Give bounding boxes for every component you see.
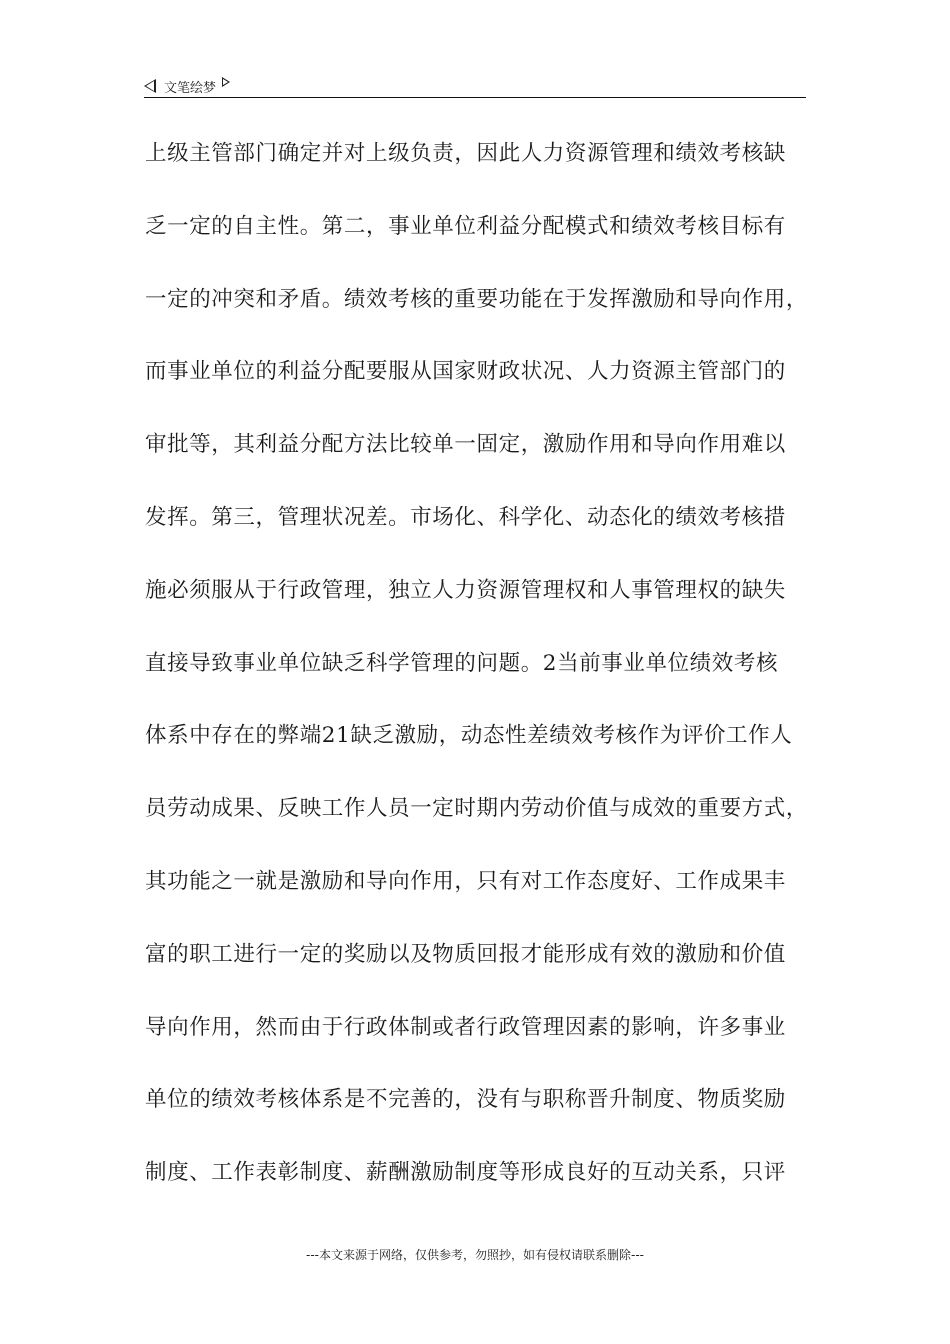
triangle-left-icon [144, 79, 156, 93]
text-line: 制度、工作表彰制度、薪酬激励制度等形成良好的互动关系，只评 [145, 1160, 786, 1186]
page-header [144, 74, 806, 98]
text-line: 发挥。第三，管理状况差。市场化、科学化、动态化的绩效考核措 [145, 504, 786, 530]
footer-notice: ---本文来源于网络，仅供参考，勿照抄，如有侵权请联系删除--- [306, 1248, 644, 1262]
text-line: 审批等，其利益分配方法比较单一固定，激励作用和导向作用难以 [145, 432, 786, 458]
text-line: 施必须服从于行政管理，独立人力资源管理权和人事管理权的缺失 [145, 577, 786, 603]
triangle-right-icon [222, 77, 230, 87]
text-line: 一定的冲突和矛盾。绩效考核的重要功能在于发挥激励和导向作用， [145, 286, 809, 312]
text-line: 体系中存在的弊端21缺乏激励，动态性差绩效考核作为评价工作人 [145, 723, 793, 749]
text-line: 直接导致事业单位缺乏科学管理的问题。2当前事业单位绩效考核 [145, 650, 779, 676]
text-line: 而事业单位的利益分配要服从国家财政状况、人力资源主管部门的 [145, 359, 786, 385]
text-line: 富的职工进行一定的奖励以及物质回报才能形成有效的激励和价值 [145, 941, 786, 967]
text-line: 乏一定的自主性。第二，事业单位利益分配模式和绩效考核目标有 [145, 213, 786, 239]
document-body [145, 118, 809, 1210]
text-line: 上级主管部门确定并对上级负责，因此人力资源管理和绩效考核缺 [145, 141, 786, 166]
text-line: 员劳动成果、反映工作人员一定时期内劳动价值与成效的重要方式， [145, 796, 809, 822]
text-line: 单位的绩效考核体系是不完善的，没有与职称晋升制度、物质奖励 [145, 1087, 786, 1113]
text-line: 其功能之一就是激励和导向作用，只有对工作态度好、工作成果丰 [145, 868, 786, 894]
text-line: 导向作用，然而由于行政体制或者行政管理因素的影响，许多事业 [145, 1014, 786, 1040]
header-title: 文笔绘梦 [164, 80, 217, 96]
header-divider [144, 97, 806, 98]
